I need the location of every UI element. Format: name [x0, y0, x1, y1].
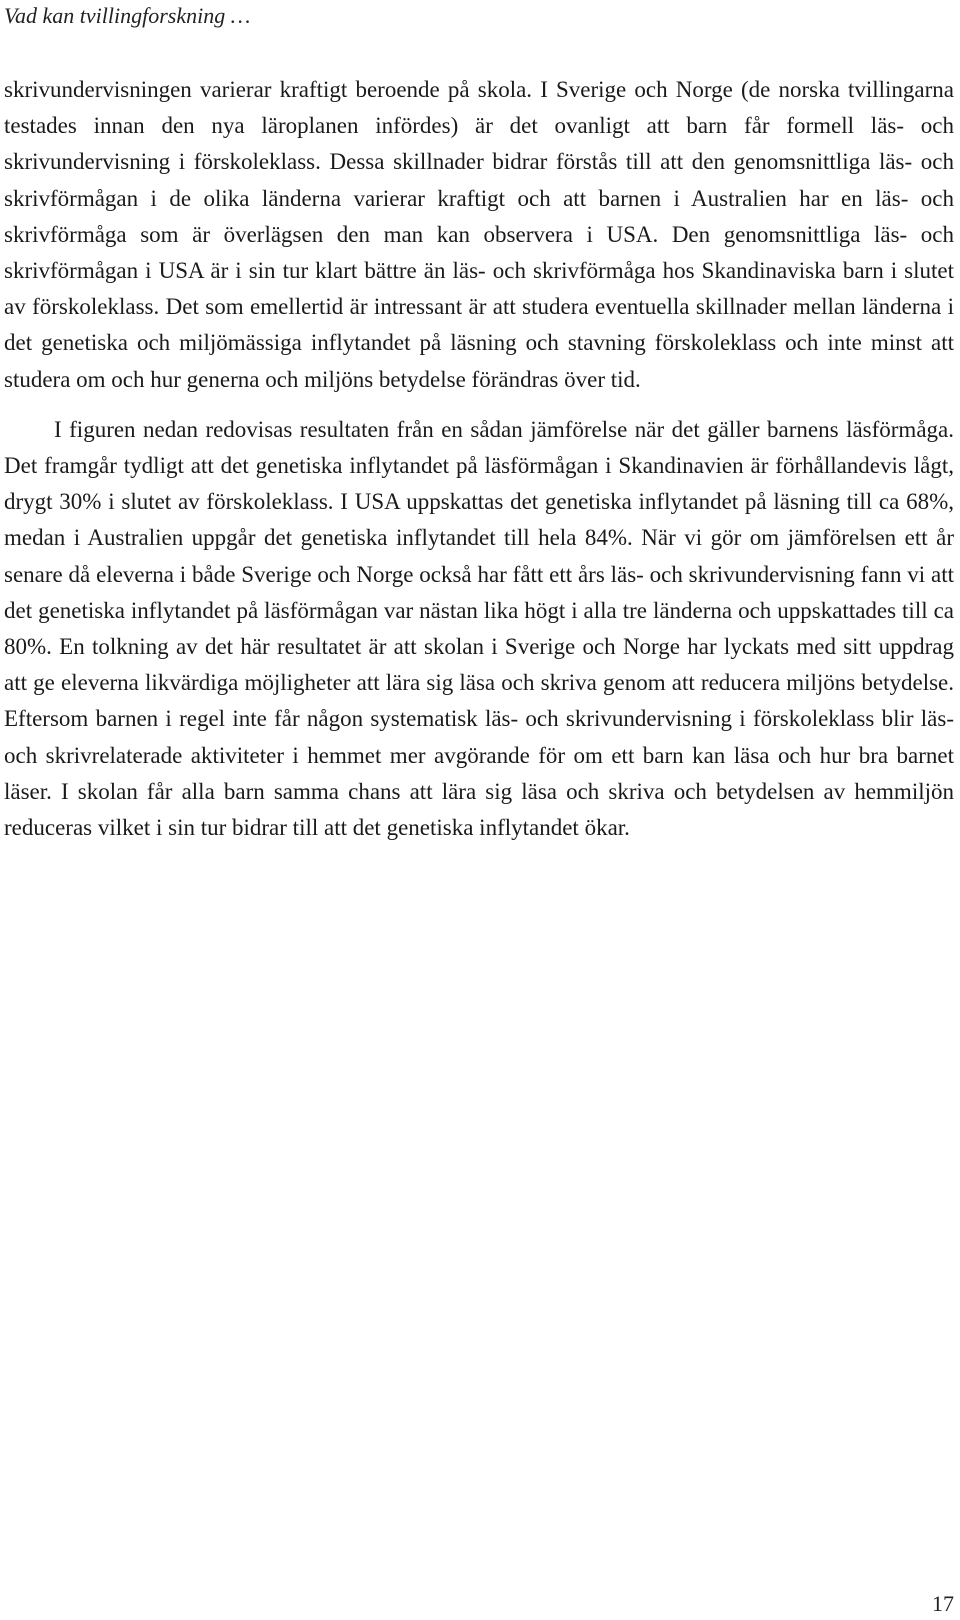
body-text [4, 72, 954, 846]
page-number: 17 [932, 1591, 954, 1616]
running-header: Vad kan tvillingforskning … [4, 3, 251, 28]
paragraph-figure-results: I figuren nedan redovisas resultaten från en sådan jämförelse när det gäller barnens läsförmåga. Det framgår tydligt att det genetiska inflytandet på läsförmågan i Skandinavien är förhållandevis lågt, drygt 30% i slutet av förskoleklass. I USA uppskattas det genetiska inflytandet på läsning till ca 68%, medan i Australien uppgår det genetiska inflytandet till hela 84%. När vi gör om jämförelsen ett år senare då eleverna i både Sverige och Norge också har fått ett års läs- och skrivundervisning fann vi att det genetiska inflytandet på läsförmågan var nästan lika högt i alla tre länderna och uppskattades till ca 80%. En tolkning av det här resultatet är att skolan i Sverige och Norge har lyckats med sitt uppdrag att ge eleverna likvärdiga möjligheter att lära sig läsa och skriva genom att reducera miljöns betydelse. Eftersom barnen i regel inte får någon systematisk läs- och skrivundervisning i förskoleklass blir läs- och skrivrelaterade aktiviteter i hemmet mer avgörande för om ett barn kan läsa och hur bra barnet läser. I skolan får alla barn samma chans att lära sig läsa och skriva och betydelsen av hemmiljön reduceras vilket i sin tur bidrar till att det genetiska inflytandet ökar. [4, 416, 954, 841]
paragraph-continued: skrivundervisningen varierar kraftigt beroende på skola. I Sverige och Norge (de norska tvillingarna testades innan den nya läroplanen infördes) är det ovanligt att barn får formell läs- och skrivundervisning i förskoleklass. Dessa skillnader bidrar förstås till att den genomsnittliga läs- och skrivförmågan i de olika länderna varierar kraftigt och att barnen i Australien har en läs- och skrivförmåga som är överlägsen den man kan observera i USA. Den genomsnittliga läs- och skrivförmågan i USA är i sin tur klart bättre än läs- och skrivförmåga hos Skandinaviska barn i slutet av förskoleklass. Det som emellertid är intressant är att studera eventuella skillnader mellan länderna i det genetiska och miljömässiga inflytandet på läsning och stavning förskoleklass och inte minst att studera om och hur generna och miljöns betydelse förändras över tid. [4, 77, 954, 392]
